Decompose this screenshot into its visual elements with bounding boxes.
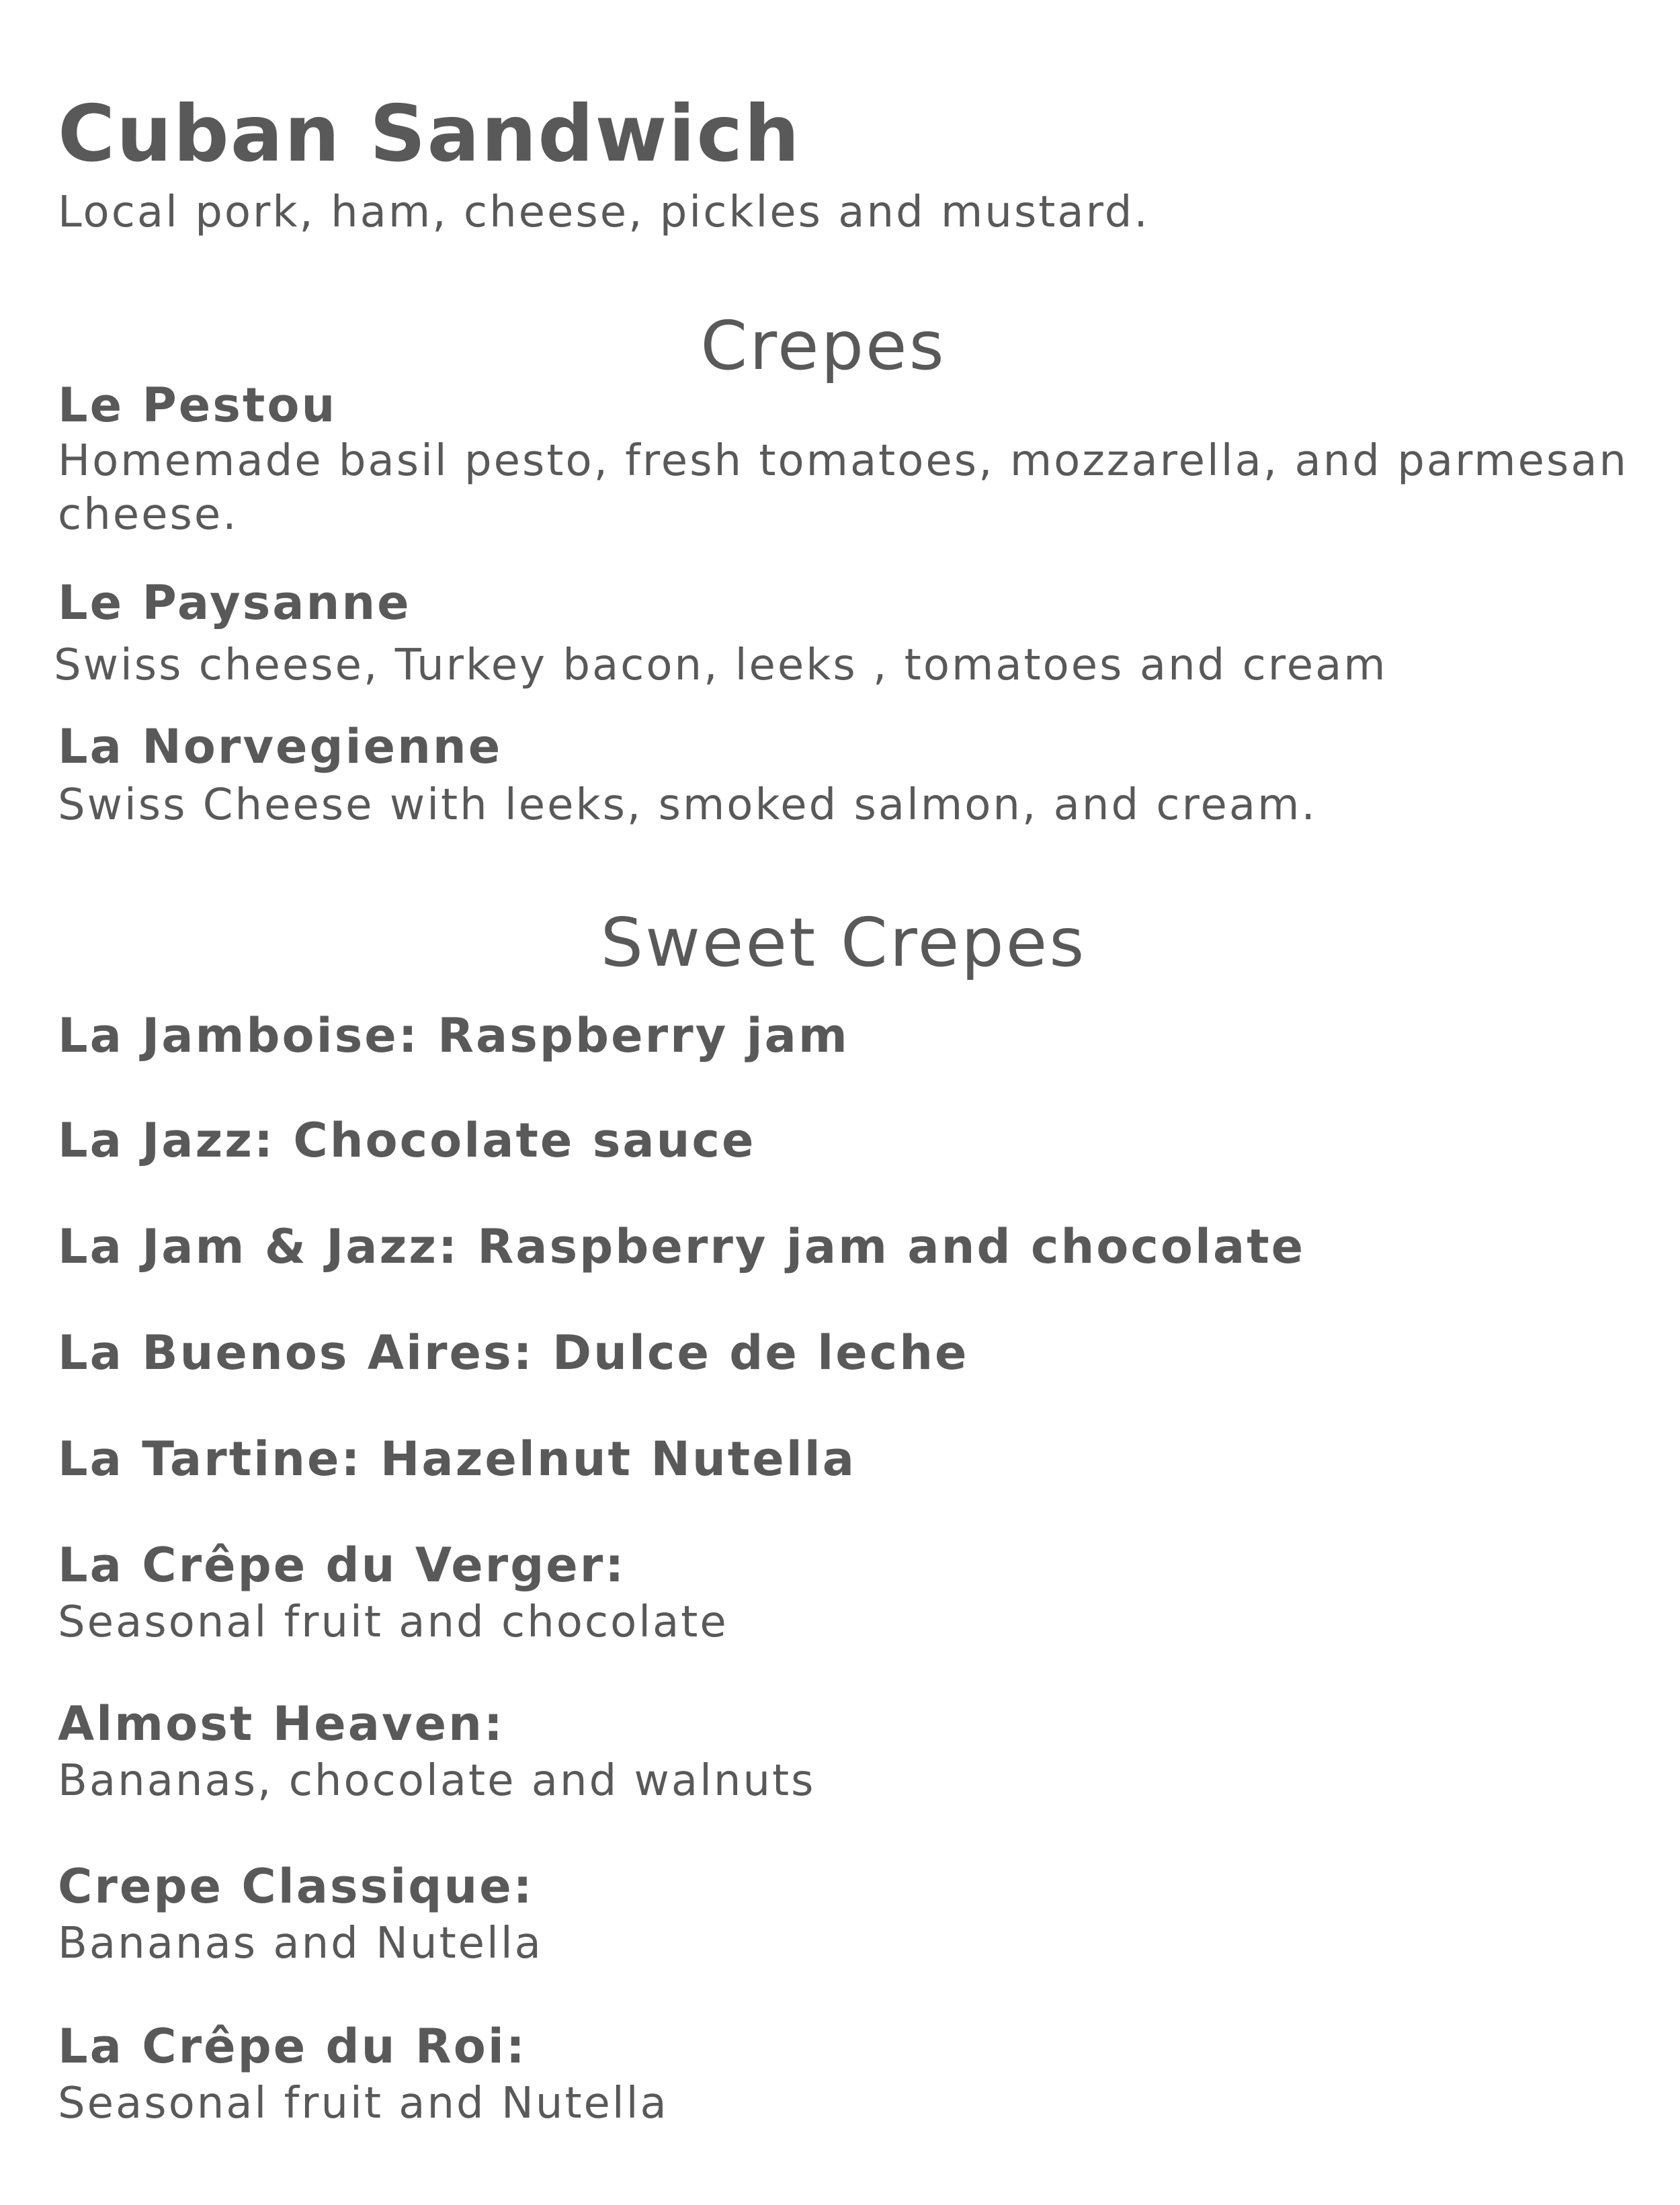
menu-item-name: Almost Heaven: [58,1696,505,1751]
menu-item-name: La Jamboise: Raspberry jam [58,1008,849,1063]
menu-item-description: Bananas and Nutella [58,1919,543,1968]
menu-item-name: Crepe Classique: [58,1859,534,1914]
menu-item-name: La Tartine: Hazelnut Nutella [58,1431,856,1487]
menu-item-description: Seasonal fruit and chocolate [58,1597,728,1647]
menu-item-name: Le Paysanne [58,575,411,630]
menu-item-name: La Buenos Aires: Dulce de leche [58,1325,969,1380]
menu-item-description: Swiss Cheese with leeks, smoked salmon, and cream. [58,780,1317,830]
menu-item-name: La Norvegienne [58,719,503,774]
cuban-sandwich-title: Cuban Sandwich [58,89,801,179]
menu-item-description: Seasonal fruit and Nutella [58,2079,669,2128]
menu-item-name: La Crêpe du Roi: [58,2019,527,2074]
crepes-heading: Crepes [700,306,946,385]
menu-item-name: Le Pestou [58,378,337,433]
sweet-crepes-heading: Sweet Crepes [600,903,1087,982]
menu-item-name: La Crêpe du Verger: [58,1538,626,1593]
menu-item-name: La Jam & Jazz: Raspberry jam and chocolate [58,1219,1306,1274]
menu-item-description: Homemade basil pesto, fresh tomatoes, mozzarella, and parmesan cheese. [58,436,1629,540]
cuban-sandwich-description: Local pork, ham, cheese, pickles and mustard. [58,188,1150,237]
menu-item-description: Bananas, chocolate and walnuts [58,1756,816,1806]
menu-item-name: La Jazz: Chocolate sauce [58,1113,756,1168]
menu-item-description: Swiss cheese, Turkey bacon, leeks , tomatoes and cream [54,640,1388,690]
